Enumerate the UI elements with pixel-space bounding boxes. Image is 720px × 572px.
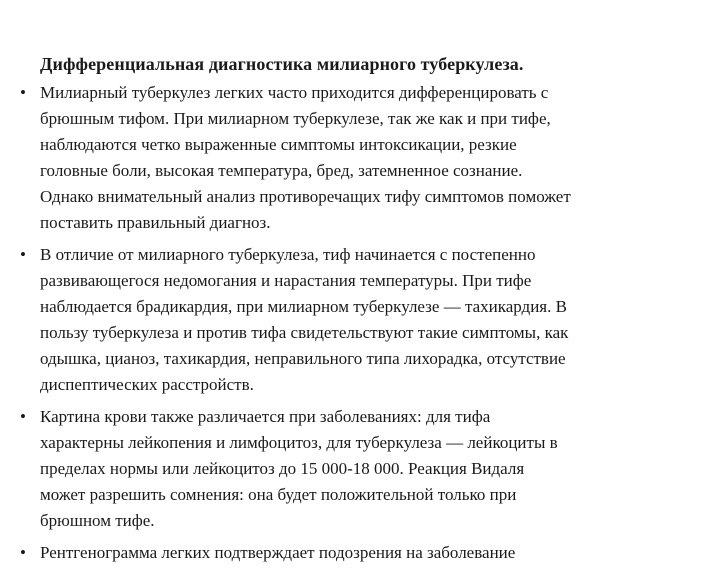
bullet-marker: • — [20, 407, 26, 426]
bullet-line: Картина крови также различается при заболеваниях: для тифа — [40, 407, 491, 426]
bullet-item-3 — [0, 404, 700, 534]
bullet-line: брюшным тифом. При милиарном туберкулезе, так же как и при тифе, — [40, 109, 551, 128]
bullet-line: Рентгенограмма легких подтверждает подозрения на заболевание — [40, 543, 516, 562]
bullet-marker: • — [20, 245, 26, 264]
bullet-line: наблюдаются четко выраженные симптомы интоксикации, резкие — [40, 135, 517, 154]
bullet-line: пределах нормы или лейкоцитоз до 15 000-18 000. Реакция Видаля — [40, 459, 525, 478]
bullet-marker: • — [20, 83, 26, 102]
bullet-line: пользу туберкулеза и против тифа свидетельствуют такие симптомы, как — [40, 323, 569, 342]
bullet-item-2 — [0, 242, 700, 398]
bullet-list — [0, 80, 700, 572]
bullet-text-1 — [40, 80, 700, 236]
bullet-line: диспептических расстройств. — [40, 375, 254, 394]
bullet-line: развивающегося недомогания и нарастания температуры. При тифе — [40, 271, 532, 290]
bullet-item-4 — [0, 540, 700, 566]
bullet-line: наблюдается брадикардия, при милиарном туберкулезе — тахикардия. В — [40, 297, 567, 316]
bullet-marker: • — [20, 543, 26, 562]
bullet-line: может разрешить сомнения: она будет положительной только при — [40, 485, 517, 504]
bullet-text-3 — [40, 404, 700, 534]
slide-title: Дифференциальная диагностика милиарного туберкулеза. — [40, 54, 524, 74]
bullet-text-4 — [40, 540, 700, 566]
bullet-line: В отличие от милиарного туберкулеза, тиф начинается с постепенно — [40, 245, 536, 264]
bullet-line: поставить правильный диагноз. — [40, 213, 271, 232]
bullet-line: характерны лейкопения и лимфоцитоз, для туберкулеза — лейкоциты в — [40, 433, 558, 452]
bullet-line: Однако внимательный анализ противоречащих тифу симптомов поможет — [40, 187, 571, 206]
bullet-line: брюшном тифе. — [40, 511, 155, 530]
bullet-line: одышка, цианоз, тахикардия, неправильного типа лихорадка, отсутствие — [40, 349, 566, 368]
bullet-item-1 — [0, 80, 700, 236]
bullet-line: головные боли, высокая температура, бред, затемненное сознание. — [40, 161, 523, 180]
bullet-line: Милиарный туберкулез легких часто приходится дифференцировать с — [40, 83, 549, 102]
bullet-text-2 — [40, 242, 700, 398]
